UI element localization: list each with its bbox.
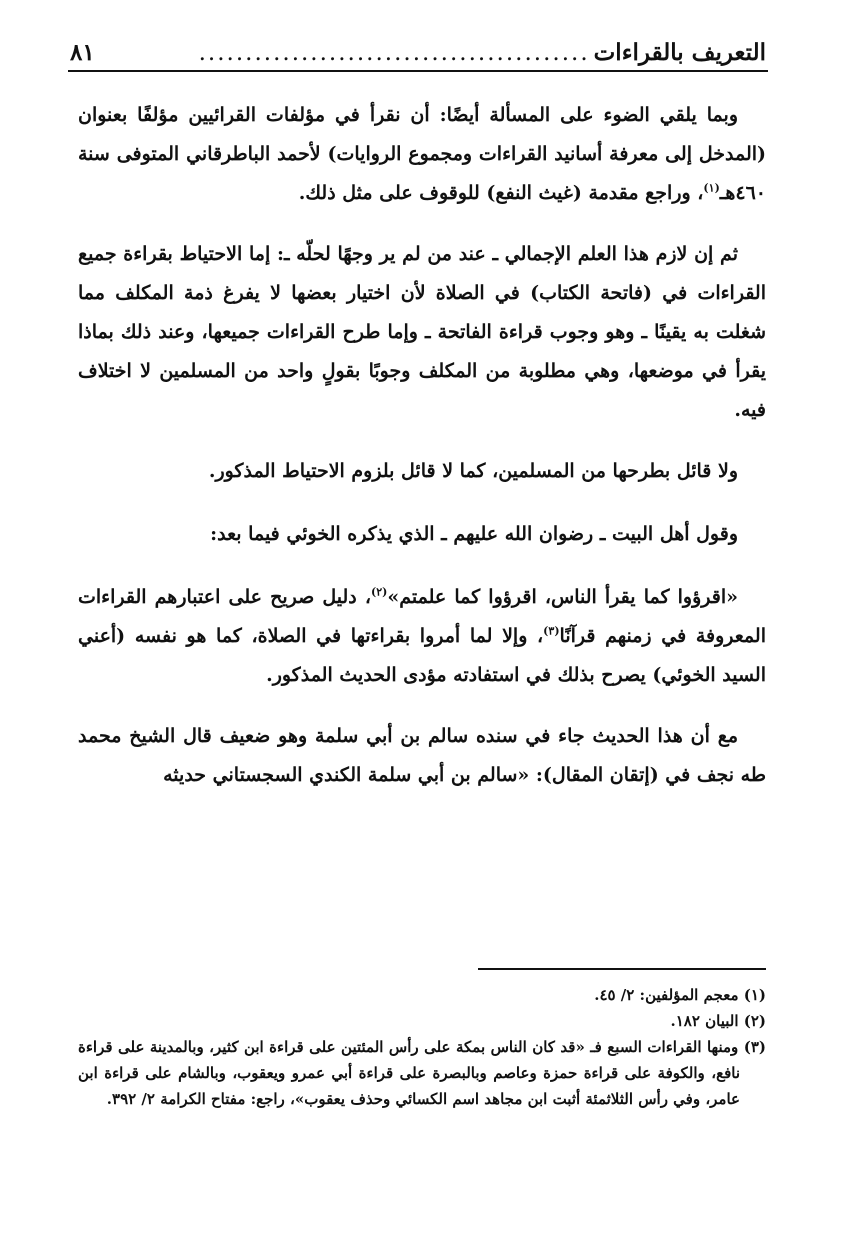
header-dot-leader: .......................................... [198, 40, 590, 66]
body-text [78, 96, 766, 817]
footnotes [78, 982, 766, 1112]
footnote-ref-1: (١) [703, 181, 720, 195]
footnote-ref-3: (٣) [543, 624, 560, 638]
paragraph-4: وقول أهل البيت ـ رضوان الله عليهم ـ الذي يذكره الخوئي فيما بعد: [210, 523, 738, 545]
paragraph-6: مع أن هذا الحديث جاء في سنده سالم بن أبي سلمة وهو ضعيف قال الشيخ محمد طه نجف في (إتقان المقال): «سالم بن أبي سلمة الكندي السجستاني حديثه [78, 725, 766, 786]
paragraph-5-middle: ، دليل صريح على اعتبارهم القراءات المعروفة في زمنهم قرآنًا [78, 586, 766, 647]
paragraph-5 [78, 578, 766, 695]
paragraph-1-tail: ، وراجع مقدمة (غيث النفع) للوقوف على مثل ذلك. [298, 182, 704, 204]
paragraph-2: ثم إن لازم هذا العلم الإجمالي ـ عند من لم ير وجهًا لحلّه ـ: إما الاحتياط بقراءة جميع القراءات في (فاتحة الكتاب) في الصلاة لأن اختيار بعضها لا يفرغ ذمة المكلف مما شغلت به يقينًا ـ وهو وجوب قراءة الفاتحة ـ وإما طرح القراءات جميعها، وعند ذلك بماذا يقرأ في موضعها، وهي مطلوبة من المكلف وجوبًا بقولٍ واحد من المسلمين لا اختلاف فيه. [78, 243, 766, 421]
footnote-2: (٢) البيان ١٨٢. [670, 1012, 766, 1030]
running-header [70, 30, 766, 66]
paragraph-3: ولا قائل بطرحها من المسلمين، كما لا قائل بلزوم الاحتياط المذكور. [208, 460, 738, 482]
paragraph-5-tail: ، وإلا لما أمروا بقراءتها في الصلاة، كما هو نفسه (أعني السيد الخوئي) يصرح بذلك في استفادته مؤدى الحديث المذكور. [78, 625, 766, 686]
header-title: التعريف بالقراءات [593, 39, 766, 66]
paragraph-1 [78, 96, 766, 213]
header-rule [68, 70, 768, 72]
paragraph-5-quote: «اقرؤوا كما يقرأ الناس، اقرؤوا كما علمتم» [387, 586, 738, 608]
footnote-1: (١) معجم المؤلفين: ٢/ ٤٥. [594, 986, 766, 1004]
footnote-rule [478, 968, 766, 970]
paragraph-1-text: وبما يلقي الضوء على المسألة أيضًا: أن نقرأ في مؤلفات القرائيين مؤلفًا بعنوان (المدخل إلى معرفة أسانيد القراءات ومجموع الروايات) لأحمد الباطرقاني المتوفى سنة ٤٦٠هـ [78, 104, 766, 204]
footnote-ref-2: (٢) [371, 585, 388, 599]
footnote-3: (٣) ومنها القراءات السبع فـ «قد كان الناس بمكة على رأس المئتين على قراءة ابن كثير، وبالمدينة على قراءة نافع، والكوفة على قراءة حمزة وعاصم وبالبصرة على قراءة أبي عمرو ويعقوب، وبالشام على قراءة ابن عامر، وفي رأس الثلاثمئة أثبت ابن مجاهد اسم الكسائي وحذف يعقوب»، راجع: مفتاح الكرامة ٢/ ٣٩٢. [78, 1038, 766, 1108]
page-number: ٨١ [70, 39, 95, 66]
